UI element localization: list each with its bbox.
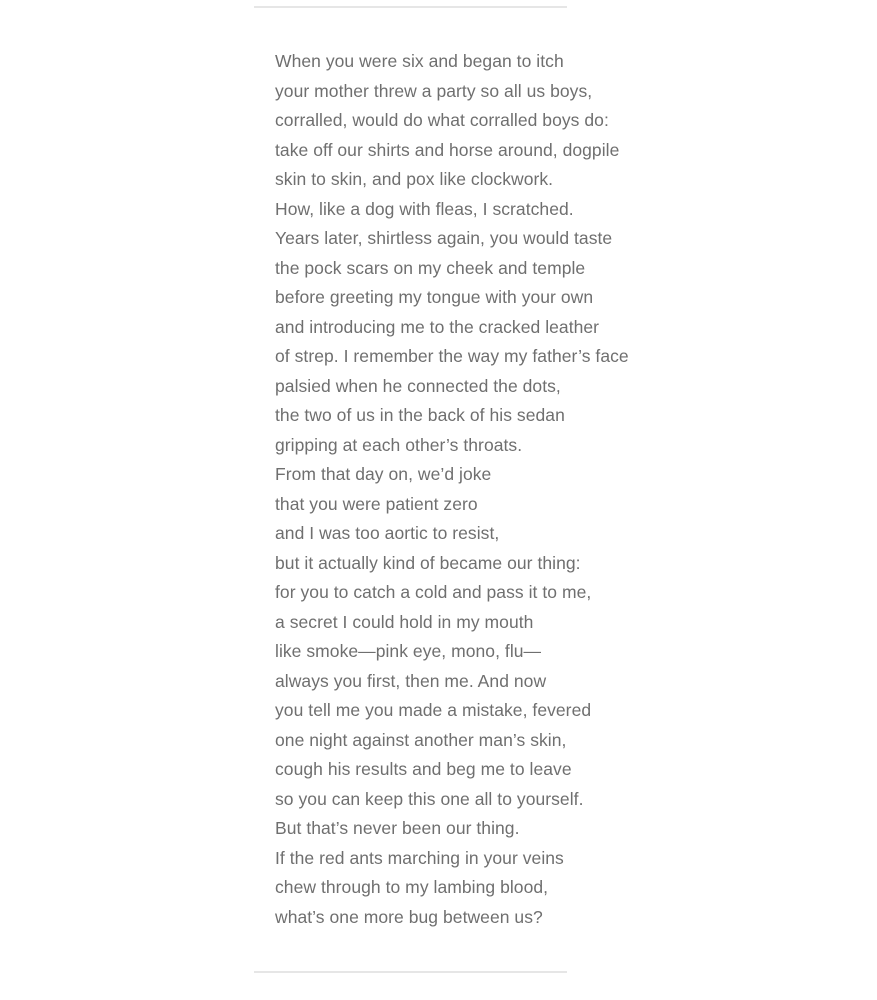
poem-line: your mother threw a party so all us boys, [275, 80, 593, 101]
poem-line: what’s one more bug between us? [275, 906, 543, 927]
poem-line: of strep. I remember the way my father’s face [275, 346, 629, 366]
poem-line: gripping at each other’s throats. [275, 434, 523, 455]
poem-line: so you can keep this one all to yourself. [275, 788, 584, 809]
poem-body [275, 47, 835, 932]
poem-line: the two of us in the back of his sedan [275, 405, 565, 425]
poem-line: that you were patient zero [275, 493, 478, 514]
poem-line: you tell me you made a mistake, fevered [275, 700, 592, 720]
poem-line: before greeting my tongue with your own [275, 287, 594, 307]
poem-line: always you first, then me. And now [275, 670, 547, 691]
poem-line: skin to skin, and pox like clockwork. [275, 169, 554, 189]
poem-line: the pock scars on my cheek and temple [275, 257, 586, 278]
poem-line: but it actually kind of became our thing: [275, 552, 581, 573]
poem-line: chew through to my lambing blood, [275, 877, 549, 897]
poem-line: like smoke—pink eye, mono, flu— [275, 641, 542, 661]
poem-line: Years later, shirtless again, you would taste [275, 228, 613, 248]
poem-line: and I was too aortic to resist, [275, 523, 500, 543]
poem-line: cough his results and beg me to leave [275, 759, 572, 779]
poem-line: a secret I could hold in my mouth [275, 611, 534, 632]
bottom-divider [254, 971, 567, 973]
poem-line: corralled, would do what corralled boys do: [275, 110, 609, 130]
poem-line: and introducing me to the cracked leather [275, 316, 600, 337]
poem-line: take off our shirts and horse around, dogpile [275, 139, 620, 160]
poem-line: palsied when he connected the dots, [275, 375, 561, 396]
poem-line: But that’s never been our thing. [275, 818, 520, 838]
poem-line: for you to catch a cold and pass it to me, [275, 582, 592, 602]
poem-line: one night against another man’s skin, [275, 729, 567, 750]
poem-line: If the red ants marching in your veins [275, 847, 564, 868]
poem-line: From that day on, we’d joke [275, 464, 492, 484]
poem-line: When you were six and began to itch [275, 51, 564, 71]
poem-line: How, like a dog with fleas, I scratched. [275, 198, 574, 219]
top-divider [254, 6, 567, 8]
